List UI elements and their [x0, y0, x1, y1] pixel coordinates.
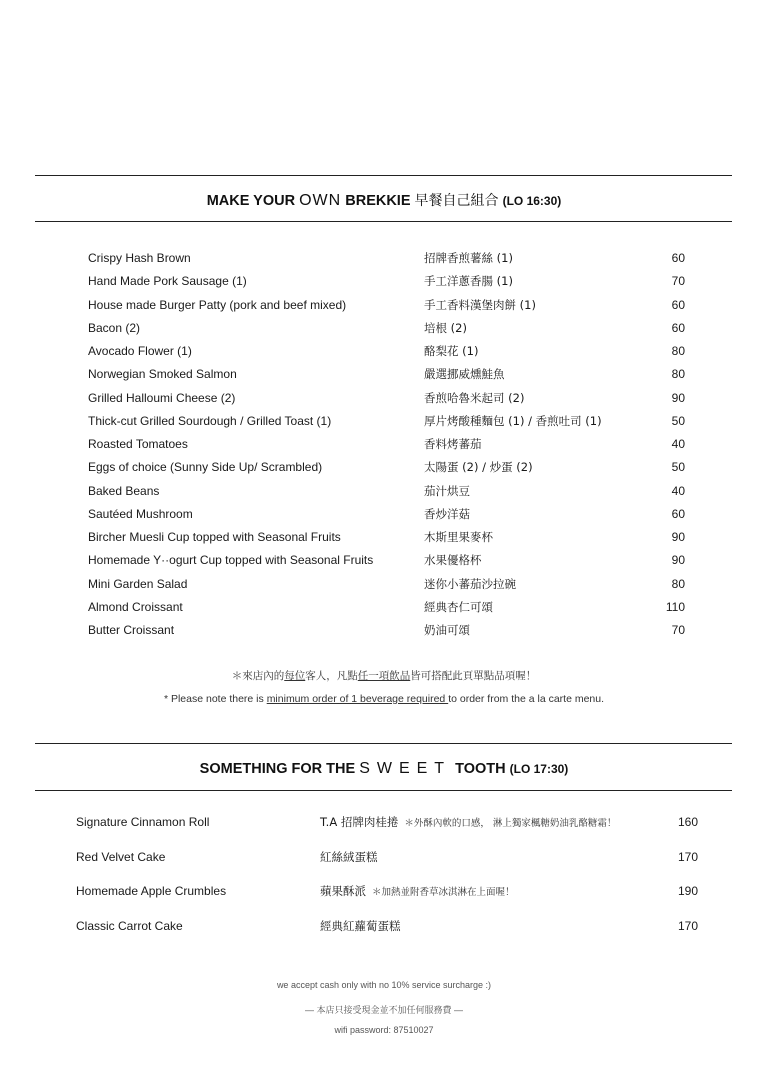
- menu-item-row: [0, 388, 768, 408]
- note-text-underlined: 每位: [284, 670, 306, 682]
- item-name-en: Bacon (2): [88, 320, 141, 335]
- menu-item-row: [0, 457, 768, 477]
- item-price: 160: [677, 815, 698, 829]
- item-price: 80: [671, 367, 685, 382]
- item-name-en: Almond Croissant: [88, 599, 183, 614]
- menu-item-row: [0, 411, 768, 431]
- item-name-zh: 酪梨花 (1): [424, 344, 479, 358]
- item-name-zh: 手工洋蔥香腸 (1): [424, 274, 513, 289]
- item-name-en: Norwegian Smoked Salmon: [88, 367, 237, 382]
- title-part: SOMETHING FOR THE: [199, 761, 356, 777]
- beverage-note-zh: [0, 668, 768, 683]
- item-name-en: Red Velvet Cake: [76, 849, 166, 864]
- menu-item-row: [0, 248, 768, 268]
- item-price: 60: [671, 297, 685, 312]
- menu-item-row: [0, 620, 768, 640]
- item-price: 60: [671, 506, 685, 521]
- item-price: 70: [671, 623, 685, 637]
- item-name-zh: 香炒洋菇: [424, 506, 470, 521]
- footer-cash-note: we accept cash only with no 10% service surcharge :): [276, 980, 492, 990]
- item-name-zh: 香煎哈魯米起司 (2): [424, 390, 525, 405]
- title-zh: 早餐自己組合: [414, 193, 499, 209]
- footer-cash-note-zh: — 本店只接受現金並不加任何服務費 —: [304, 1005, 463, 1015]
- menu-item-row: [0, 550, 768, 570]
- note-text: * Please note there is: [163, 693, 267, 705]
- item-name-en: Baked Beans: [88, 483, 160, 498]
- item-name-en: Signature Cinnamon Roll: [76, 815, 210, 829]
- sweet-header-bottom-divider: [35, 790, 732, 791]
- menu-item-row: [0, 434, 768, 454]
- menu-item-row: [0, 341, 768, 361]
- item-name-en: Homemade Y··ogurt Cup topped with Seasonal Fruits: [88, 553, 374, 568]
- beverage-note-en: [0, 693, 768, 705]
- item-name-en: Thick-cut Grilled Sourdough / Grilled Toast (1): [88, 413, 332, 428]
- item-price: 170: [677, 849, 698, 864]
- item-name-zh-text: 蘋果酥派: [320, 884, 366, 898]
- top-divider: [35, 175, 732, 176]
- item-name-zh: 培根 (2): [424, 320, 467, 335]
- menu-item-row: [0, 504, 768, 524]
- item-name-en: House made Burger Patty (pork and beef mixed): [88, 297, 347, 312]
- item-name-en: Avocado Flower (1): [88, 344, 192, 358]
- item-price: 60: [671, 251, 685, 265]
- menu-item-row: [0, 481, 768, 501]
- header-bottom-divider: [35, 221, 732, 222]
- item-price: 80: [671, 344, 685, 358]
- item-name-zh: [320, 812, 616, 834]
- item-name-en: Bircher Muesli Cup topped with Seasonal Fruits: [88, 530, 341, 544]
- menu-item-row: [0, 271, 768, 291]
- note-text-underlined: minimum order of 1 beverage required: [266, 693, 449, 705]
- menu-item-row: [0, 295, 768, 315]
- menu-item-row: [0, 318, 768, 338]
- item-price: 40: [671, 483, 685, 498]
- item-name-en: Butter Croissant: [88, 623, 175, 637]
- item-name-zh: 木斯里果麥杯: [424, 530, 493, 544]
- item-name-zh: 手工香料漢堡肉餅 (1): [424, 297, 536, 312]
- menu-item-row: [0, 364, 768, 384]
- item-name-zh-text: 經典紅蘿蔔蛋糕: [320, 918, 401, 933]
- item-price: 170: [677, 918, 698, 933]
- item-name-zh: 香料烤蕃茄: [424, 437, 482, 451]
- item-price: 40: [671, 437, 685, 451]
- title-part: BREKKIE: [345, 193, 411, 209]
- sweet-section-title: [0, 760, 768, 778]
- footer-wifi-password: wifi password: 87510027: [334, 1025, 434, 1035]
- menu-item-row: [0, 597, 768, 617]
- item-price: 70: [671, 274, 685, 289]
- last-order-time: (LO 17:30): [509, 762, 569, 776]
- item-price: 80: [671, 576, 685, 591]
- sweet-item-row: [0, 847, 768, 867]
- sweet-top-divider: [35, 743, 732, 744]
- note-text: 皆可搭配此頁單點品項喔！: [410, 670, 537, 682]
- item-name-en: Mini Garden Salad: [88, 576, 188, 591]
- item-name-en: Eggs of choice (Sunny Side Up/ Scrambled): [88, 460, 323, 475]
- item-name-zh-text: 紅絲絨蛋糕: [320, 849, 378, 864]
- item-name-zh: 招牌香煎薯絲 (1): [424, 251, 513, 265]
- item-price: 90: [671, 390, 685, 405]
- item-name-en: Classic Carrot Cake: [76, 918, 183, 933]
- brekkie-section-title: [0, 190, 768, 210]
- title-part-spaced: SWEET: [359, 760, 452, 777]
- item-name-zh: 迷你小蕃茄沙拉碗: [424, 576, 516, 591]
- item-price: 190: [677, 884, 698, 898]
- item-name-en: Grilled Halloumi Cheese (2): [88, 390, 236, 405]
- item-name-zh: 厚片烤酸種麵包 (1) / 香煎吐司 (1): [424, 413, 602, 428]
- item-name-en: Hand Made Pork Sausage (1): [88, 274, 247, 289]
- item-name-zh: [320, 881, 515, 903]
- title-part-spaced: OWN: [299, 192, 342, 209]
- item-name-zh: 水果優格杯: [424, 553, 482, 568]
- item-name-zh: [320, 847, 378, 867]
- item-price: 110: [665, 599, 685, 614]
- item-price: 50: [671, 413, 685, 428]
- item-name-en: Roasted Tomatoes: [88, 437, 188, 451]
- note-text-underlined: 任一項飲品: [357, 670, 411, 682]
- title-part: MAKE YOUR: [206, 193, 296, 209]
- item-name-zh: 太陽蛋 (2) / 炒蛋 (2): [424, 460, 533, 475]
- note-text: ＊來店內的: [231, 670, 285, 682]
- menu-item-row: [0, 527, 768, 547]
- item-name-en: Homemade Apple Crumbles: [76, 884, 227, 898]
- sweet-item-row: [0, 881, 768, 901]
- item-description: ＊外酥內軟的口感， 淋上獨家楓糖奶油乳酪糖霜！: [404, 818, 617, 829]
- title-part: TOOTH: [455, 761, 506, 777]
- item-name-zh: [320, 916, 401, 936]
- item-price: 50: [671, 460, 685, 475]
- item-name-en: Crispy Hash Brown: [88, 251, 191, 265]
- item-name-zh: 奶油可頌: [424, 623, 470, 637]
- item-name-zh-text: T.A 招牌肉桂捲: [320, 815, 399, 829]
- item-price: 90: [671, 530, 685, 544]
- menu-item-row: [0, 574, 768, 594]
- item-price: 60: [671, 320, 685, 335]
- last-order-time: (LO 16:30): [502, 194, 562, 208]
- item-description: ＊加熱並附香草冰淇淋在上面喔！: [372, 887, 515, 898]
- item-price: 90: [671, 553, 685, 568]
- note-text: 客人，凡點: [305, 670, 358, 682]
- item-name-zh: 嚴選挪威燻鮭魚: [424, 367, 505, 382]
- item-name-zh: 茄汁烘豆: [424, 483, 470, 498]
- sweet-item-row: [0, 916, 768, 936]
- note-text: to order from the a la carte menu.: [448, 693, 605, 705]
- item-name-zh: 經典杏仁可頌: [424, 599, 493, 614]
- item-name-en: Sautéed Mushroom: [88, 506, 193, 521]
- sweet-item-row: [0, 812, 768, 832]
